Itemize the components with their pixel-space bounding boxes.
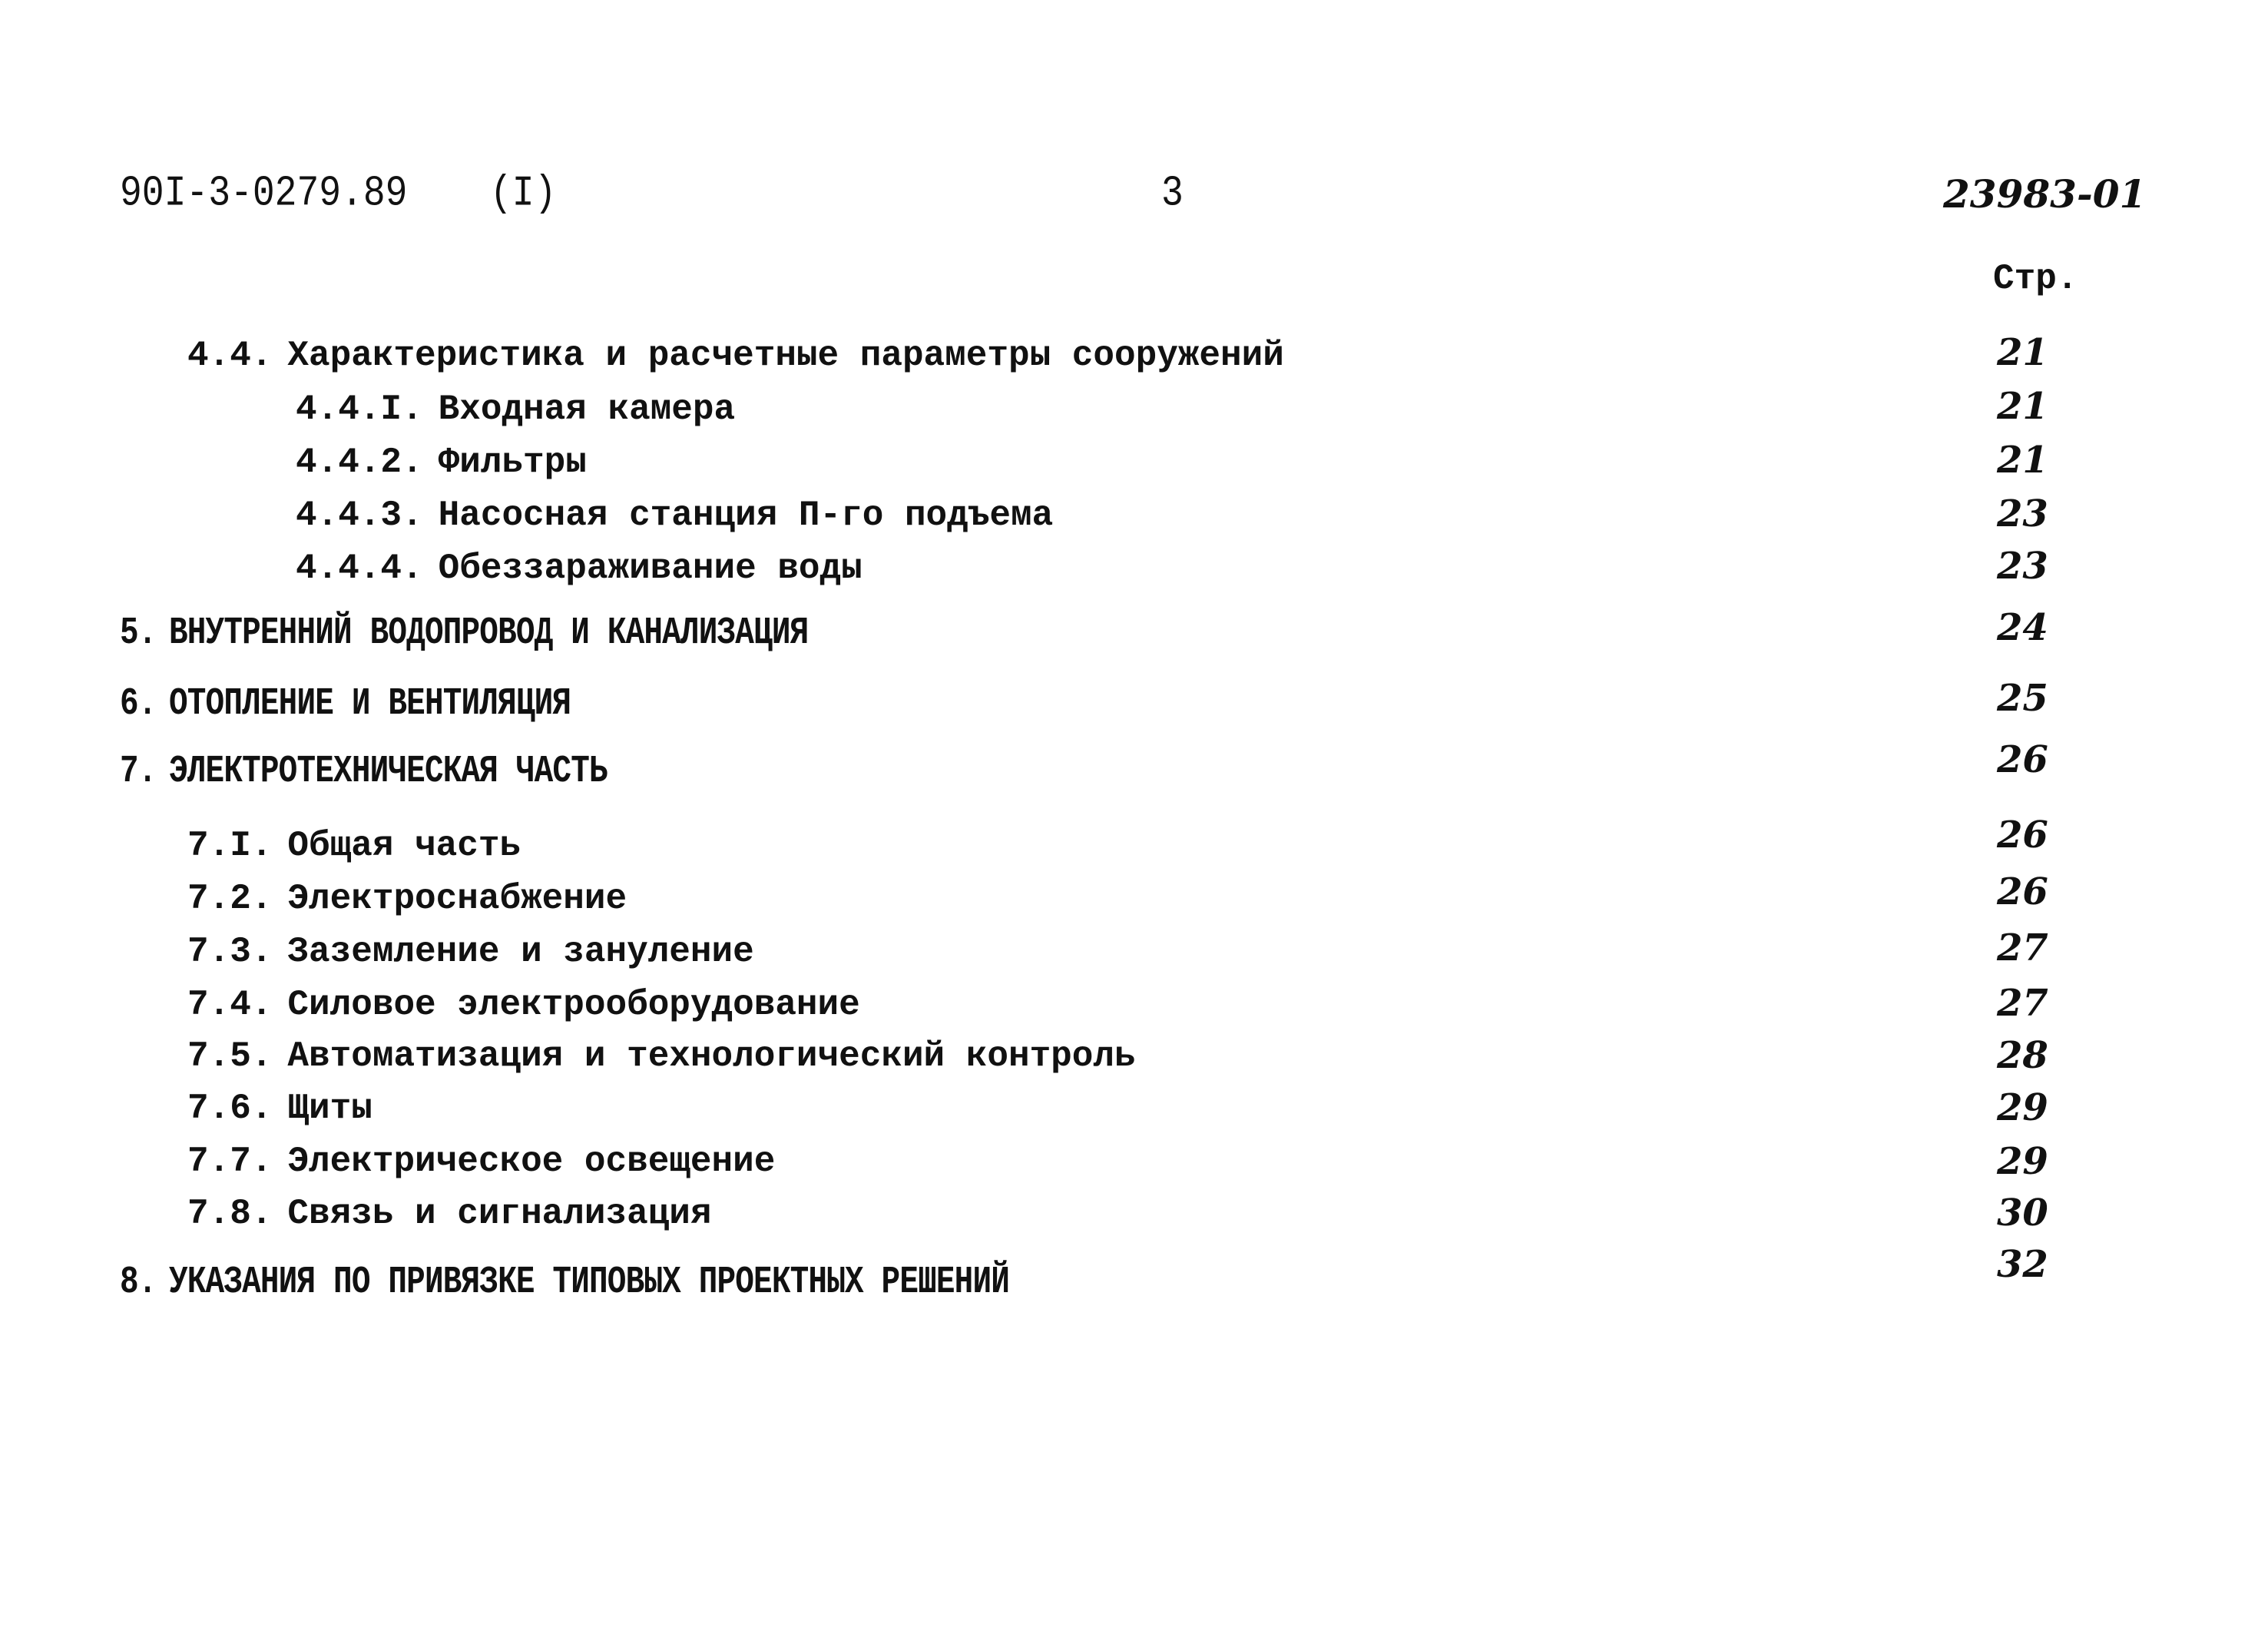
- toc-entry-number: 4.4.2.: [296, 442, 423, 482]
- toc-entry-number: 4.4.3.: [296, 496, 423, 535]
- toc-entry: [187, 1142, 776, 1182]
- toc-entry: [187, 1194, 712, 1234]
- toc-entry-title: Входная камера: [438, 389, 736, 429]
- toc-entry-title: Фильтры: [438, 442, 587, 482]
- toc-entry-title: Связь и сигнализация: [287, 1194, 712, 1234]
- toc-entry-page: 23: [1997, 492, 2048, 535]
- toc-entry-page: 23: [1997, 545, 2048, 588]
- toc-entry-page: 30: [1997, 1192, 2048, 1235]
- toc-entry-title: ЭЛЕКТРОТЕХНИЧЕСКАЯ ЧАСТЬ: [168, 750, 608, 794]
- toc-entry-number: 7.4.: [187, 985, 273, 1025]
- page-number: 3: [1161, 170, 1184, 218]
- toc-entry-page: 25: [1997, 677, 2048, 720]
- toc-entry-number: 8.: [120, 1261, 157, 1304]
- toc-entry: [120, 612, 809, 655]
- toc-entry-number: 6.: [120, 682, 157, 726]
- toc-entry-title: Автоматизация и технологический контроль: [287, 1036, 1136, 1076]
- toc-entry-title: ОТОПЛЕНИЕ И ВЕНТИЛЯЦИЯ: [168, 682, 571, 726]
- toc-entry-title: ВНУТРЕННИЙ ВОДОПРОВОД И КАНАЛИЗАЦИЯ: [168, 612, 809, 655]
- document-code: 90I-3-0279.89: [120, 170, 408, 218]
- toc-entry-number: 7.: [120, 750, 157, 794]
- toc-entry-page: 21: [1997, 439, 2048, 482]
- toc-entry-page: 27: [1997, 982, 2048, 1025]
- toc-entry: [187, 932, 754, 972]
- toc-entry: [187, 826, 521, 866]
- page-column-label: Стр.: [1993, 259, 2078, 299]
- toc-entry: [120, 682, 571, 726]
- toc-entry-number: 5.: [120, 612, 157, 655]
- toc-entry-page: 27: [1997, 926, 2048, 969]
- toc-entry: [187, 1089, 372, 1129]
- toc-entry: [296, 498, 1053, 533]
- toc-entry-title: Заземление и зануление: [287, 932, 754, 972]
- toc-entry-page: 26: [1997, 738, 2048, 781]
- toc-entry-page: 26: [1997, 870, 2048, 913]
- toc-entry: [187, 985, 860, 1025]
- toc-entry-number: 7.6.: [187, 1089, 273, 1129]
- toc-entry-page: 21: [1997, 385, 2048, 428]
- toc-entry-number: 4.4.4.: [296, 549, 423, 588]
- toc-entry-title: Силовое электрооборудование: [287, 985, 860, 1025]
- toc-entry-title: Общая часть: [287, 826, 521, 866]
- toc-entry: [296, 442, 587, 482]
- toc-entry-number: 7.3.: [187, 932, 273, 972]
- toc-entry-title: Насосная станция П-го подъема: [438, 496, 1054, 535]
- toc-entry-number: 7.8.: [187, 1194, 273, 1234]
- handwritten-number: 23983-01: [1943, 171, 2147, 217]
- toc-entry: [120, 750, 608, 794]
- toc-entry: [187, 879, 627, 919]
- toc-entry-title: Характеристика и расчетные параметры сооружений: [287, 336, 1284, 376]
- toc-entry: [187, 1036, 1136, 1076]
- toc-entry-page: 24: [1997, 606, 2048, 649]
- toc-entry-title: Щиты: [287, 1089, 372, 1129]
- toc-entry-number: 7.7.: [187, 1142, 273, 1182]
- volume-label: (I): [490, 170, 557, 218]
- toc-entry-number: 4.4.I.: [296, 389, 423, 429]
- toc-entry-page: 21: [1997, 331, 2048, 374]
- toc-entry-number: 4.4.: [187, 336, 273, 376]
- toc-entry-number: 7.I.: [187, 826, 273, 866]
- toc-entry-page: 28: [1997, 1034, 2048, 1077]
- toc-entry-page: 29: [1997, 1086, 2048, 1129]
- toc-entry-title: УКАЗАНИЯ ПО ПРИВЯЗКЕ ТИПОВЫХ ПРОЕКТНЫХ РЕШЕНИЙ: [168, 1261, 1010, 1304]
- toc-entry-page: 32: [1997, 1243, 2048, 1286]
- toc-entry: [296, 389, 736, 429]
- toc-entry: [187, 336, 1284, 376]
- toc-entry: [120, 1261, 1010, 1304]
- toc-entry-title: Обеззараживание воды: [438, 549, 863, 588]
- toc-entry-page: 26: [1997, 814, 2048, 857]
- toc-entry-title: Электрическое освещение: [287, 1142, 776, 1182]
- toc-entry-title: Электроснабжение: [287, 879, 627, 919]
- toc-entry-page: 29: [1997, 1140, 2048, 1183]
- toc-entry-number: 7.5.: [187, 1036, 273, 1076]
- toc-entry: [296, 551, 863, 586]
- toc-entry-number: 7.2.: [187, 879, 273, 919]
